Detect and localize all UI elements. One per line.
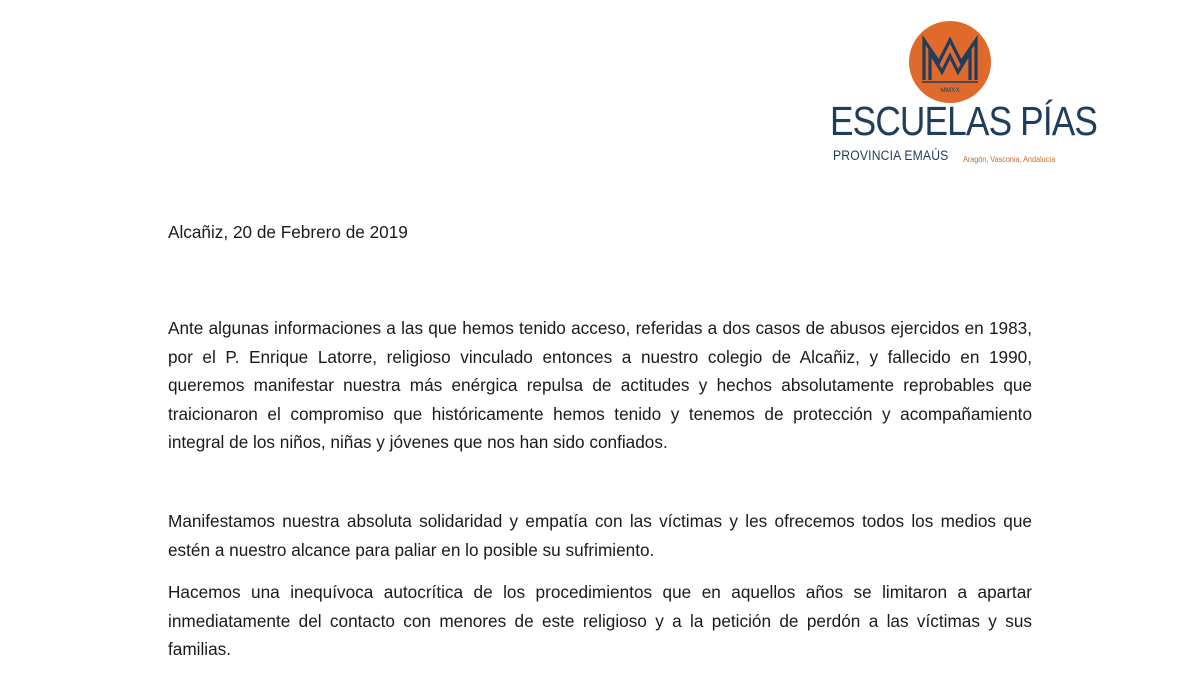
paragraph-2: Manifestamos nuestra absoluta solidaridad y empatía con las víctimas y les ofrecemos todos los medios que estén a nuestro alcance para paliar en lo posible su sufrimiento. bbox=[168, 511, 1032, 560]
logo-regions: Aragón, Vasconia, Andalucía bbox=[963, 154, 1056, 164]
logo-emblem-icon bbox=[908, 20, 992, 104]
paragraph-3: Hacemos una inequívoca autocrítica de los procedimientos que en aquellos años se limitaron a apartar inmediatamente del contacto con menores de este religioso y a la petición de perdón a las víctimas y sus familias. bbox=[168, 582, 1032, 660]
emblem-text: MMXX bbox=[940, 87, 960, 94]
logo-province: PROVINCIA EMAÚS bbox=[833, 148, 949, 163]
letter-date: Alcañiz, 20 de Febrero de 2019 bbox=[168, 222, 408, 242]
paragraph-1: Ante algunas informaciones a las que hemos tenido acceso, referidas a dos casos de abusos ejercidos en 1983, por el P. Enrique Latorre, religioso vinculado entonces a nuestro colegio de Alcañiz, y fallecido en 1990, queremos manifestar nuestra más enérgica repulsa de actitudes y hechos absolutamente reprobables que traicionaron el compromiso que históricamente hemos tenido y tenemos de protección y acompañamiento integral de los niños, niñas y jóvenes que nos han sido confiados. bbox=[168, 318, 1032, 453]
logo-name: ESCUELAS PÍAS bbox=[830, 98, 1098, 144]
escuelas-pias-logo bbox=[826, 20, 1098, 170]
